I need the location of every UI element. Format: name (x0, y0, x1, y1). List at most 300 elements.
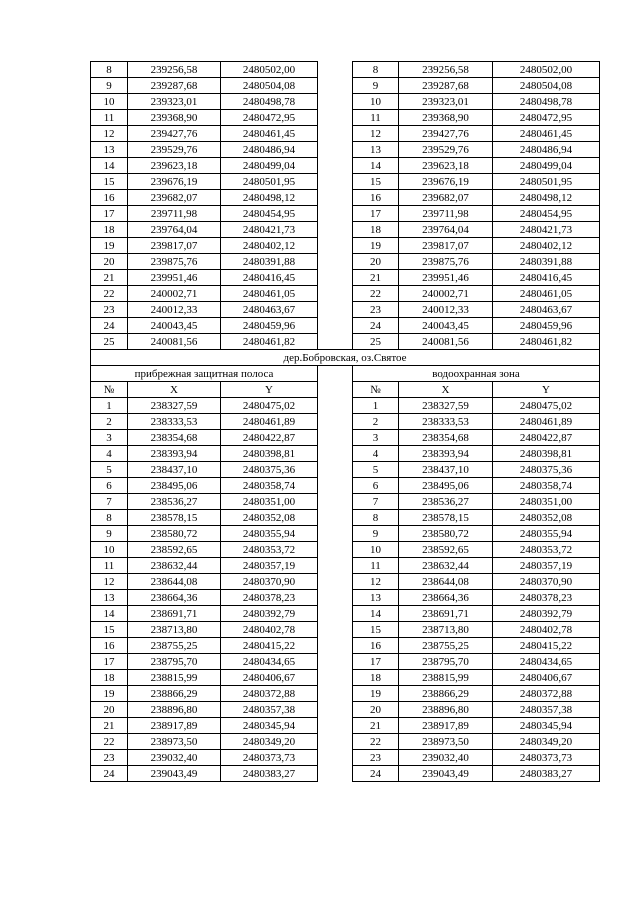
table-row (91, 94, 600, 110)
right-y-coordinate: 2480415,22 (493, 638, 600, 654)
column-header-row (91, 382, 600, 398)
left-point-number: 14 (91, 158, 128, 174)
right-x-coordinate: 238755,25 (399, 638, 493, 654)
right-x-coordinate: 238327,59 (399, 398, 493, 414)
right-y-coordinate: 2480372,88 (493, 686, 600, 702)
coordinates-table (90, 61, 600, 782)
right-y-coordinate: 2480486,94 (493, 142, 600, 158)
right-point-number: 21 (353, 718, 399, 734)
gap-cell (318, 78, 353, 94)
left-point-number: 15 (91, 622, 128, 638)
right-point-number: 20 (353, 702, 399, 718)
right-y-coordinate: 2480501,95 (493, 174, 600, 190)
right-x-coordinate: 239368,90 (399, 110, 493, 126)
table-row (91, 110, 600, 126)
right-y-coordinate: 2480475,02 (493, 398, 600, 414)
left-point-number: 22 (91, 734, 128, 750)
gap-cell (318, 494, 353, 510)
right-x-coordinate: 238580,72 (399, 526, 493, 542)
table-row (91, 174, 600, 190)
left-point-number: 20 (91, 254, 128, 270)
table-row (91, 222, 600, 238)
right-point-number: 20 (353, 254, 399, 270)
gap-cell (318, 558, 353, 574)
left-y-coordinate: 2480357,38 (221, 702, 318, 718)
left-y-coordinate: 2480383,27 (221, 766, 318, 782)
left-y-coordinate: 2480402,12 (221, 238, 318, 254)
right-x-coordinate: 239043,49 (399, 766, 493, 782)
left-y-coordinate: 2480373,73 (221, 750, 318, 766)
right-x-coordinate: 238578,15 (399, 510, 493, 526)
right-point-number: 16 (353, 638, 399, 654)
gap-cell (318, 510, 353, 526)
right-y-coordinate: 2480402,12 (493, 238, 600, 254)
gap-cell (318, 654, 353, 670)
table-row (91, 142, 600, 158)
section-title-row (91, 350, 600, 366)
coordinates-document (90, 61, 599, 782)
table-row (91, 158, 600, 174)
right-x-coordinate: 238866,29 (399, 686, 493, 702)
left-point-number: 10 (91, 94, 128, 110)
left-point-number: 22 (91, 286, 128, 302)
left-x-coordinate: 239817,07 (128, 238, 221, 254)
left-point-number: 11 (91, 558, 128, 574)
table-row (91, 238, 600, 254)
right-x-coordinate: 239529,76 (399, 142, 493, 158)
right-x-coordinate: 239682,07 (399, 190, 493, 206)
table-row (91, 766, 600, 782)
right-y-coordinate: 2480398,81 (493, 446, 600, 462)
table-row (91, 558, 600, 574)
left-point-number: 15 (91, 174, 128, 190)
right-y-coordinate: 2480461,82 (493, 334, 600, 350)
right-point-number: 22 (353, 286, 399, 302)
left-y-coordinate: 2480415,22 (221, 638, 318, 654)
table-row (91, 334, 600, 350)
right-y-coordinate: 2480378,23 (493, 590, 600, 606)
table-row (91, 622, 600, 638)
right-x-coordinate: 239256,58 (399, 62, 493, 78)
left-point-number: 13 (91, 142, 128, 158)
left-point-number: 19 (91, 238, 128, 254)
left-x-coordinate: 239256,58 (128, 62, 221, 78)
left-point-number: 17 (91, 206, 128, 222)
table-row (91, 606, 600, 622)
left-y-coordinate: 2480461,89 (221, 414, 318, 430)
right-point-number: 6 (353, 478, 399, 494)
right-x-coordinate: 239287,68 (399, 78, 493, 94)
left-point-number: 25 (91, 334, 128, 350)
left-point-number: 12 (91, 574, 128, 590)
block1-rows (91, 62, 600, 350)
table-row (91, 430, 600, 446)
left-x-coordinate: 238795,70 (128, 654, 221, 670)
gap-cell (318, 62, 353, 78)
right-point-number: 9 (353, 526, 399, 542)
right-point-number: 3 (353, 430, 399, 446)
left-point-number: 5 (91, 462, 128, 478)
right-point-number: 19 (353, 686, 399, 702)
right-num-header: № (353, 382, 399, 398)
gap-cell (318, 430, 353, 446)
left-point-number: 21 (91, 718, 128, 734)
left-x-coordinate: 239951,46 (128, 270, 221, 286)
table-row (91, 574, 600, 590)
gap-cell (318, 414, 353, 430)
right-y-coordinate: 2480461,89 (493, 414, 600, 430)
right-x-coordinate: 238437,10 (399, 462, 493, 478)
left-x-coordinate: 238644,08 (128, 574, 221, 590)
left-x-coordinate: 238592,65 (128, 542, 221, 558)
right-y-coordinate: 2480345,94 (493, 718, 600, 734)
right-x-coordinate: 239951,46 (399, 270, 493, 286)
right-point-number: 25 (353, 334, 399, 350)
right-zone-title: водоохранная зона (353, 366, 600, 382)
right-x-coordinate: 240081,56 (399, 334, 493, 350)
gap-cell (318, 398, 353, 414)
gap-cell (318, 158, 353, 174)
right-y-coordinate: 2480416,45 (493, 270, 600, 286)
left-y-coordinate: 2480402,78 (221, 622, 318, 638)
right-y-coordinate: 2480454,95 (493, 206, 600, 222)
gap-cell (318, 142, 353, 158)
left-x-coordinate: 238354,68 (128, 430, 221, 446)
gap-cell (318, 302, 353, 318)
right-point-number: 22 (353, 734, 399, 750)
left-point-number: 3 (91, 430, 128, 446)
table-row (91, 590, 600, 606)
right-y-coordinate: 2480373,73 (493, 750, 600, 766)
left-point-number: 8 (91, 510, 128, 526)
right-point-number: 4 (353, 446, 399, 462)
left-x-coordinate: 239323,01 (128, 94, 221, 110)
left-point-number: 4 (91, 446, 128, 462)
left-point-number: 24 (91, 766, 128, 782)
left-point-number: 16 (91, 190, 128, 206)
table-row (91, 734, 600, 750)
right-y-coordinate: 2480421,73 (493, 222, 600, 238)
right-y-coordinate: 2480402,78 (493, 622, 600, 638)
right-point-number: 18 (353, 670, 399, 686)
table-row (91, 190, 600, 206)
table-row (91, 398, 600, 414)
gap-cell (318, 206, 353, 222)
right-x-coordinate: 238713,80 (399, 622, 493, 638)
block2-rows (91, 398, 600, 782)
gap-cell (318, 270, 353, 286)
left-y-coordinate: 2480375,36 (221, 462, 318, 478)
right-x-coordinate: 239323,01 (399, 94, 493, 110)
right-point-number: 19 (353, 238, 399, 254)
right-y-coordinate: 2480502,00 (493, 62, 600, 78)
gap-cell (318, 366, 353, 382)
right-point-number: 8 (353, 510, 399, 526)
left-y-coordinate: 2480392,79 (221, 606, 318, 622)
left-x-coordinate: 238578,15 (128, 510, 221, 526)
left-zone-title: прибрежная защитная полоса (91, 366, 318, 382)
left-y-coordinate: 2480349,20 (221, 734, 318, 750)
table-row (91, 318, 600, 334)
gap-cell (318, 766, 353, 782)
table-row (91, 542, 600, 558)
left-point-number: 1 (91, 398, 128, 414)
left-x-coordinate: 238632,44 (128, 558, 221, 574)
right-y-coordinate: 2480353,72 (493, 542, 600, 558)
left-x-coordinate: 238495,06 (128, 478, 221, 494)
left-y-coordinate: 2480406,67 (221, 670, 318, 686)
gap-cell (318, 590, 353, 606)
right-x-coordinate: 239032,40 (399, 750, 493, 766)
right-x-coordinate: 238592,65 (399, 542, 493, 558)
left-x-header: X (128, 382, 221, 398)
left-y-coordinate: 2480352,08 (221, 510, 318, 526)
left-x-coordinate: 240002,71 (128, 286, 221, 302)
left-y-coordinate: 2480370,90 (221, 574, 318, 590)
left-x-coordinate: 238393,94 (128, 446, 221, 462)
right-point-number: 11 (353, 558, 399, 574)
left-point-number: 19 (91, 686, 128, 702)
right-point-number: 8 (353, 62, 399, 78)
right-y-coordinate: 2480422,87 (493, 430, 600, 446)
table-row (91, 510, 600, 526)
right-y-coordinate: 2480499,04 (493, 158, 600, 174)
right-y-coordinate: 2480406,67 (493, 670, 600, 686)
right-y-coordinate: 2480472,95 (493, 110, 600, 126)
gap-cell (318, 542, 353, 558)
left-x-coordinate: 238973,50 (128, 734, 221, 750)
gap-cell (318, 446, 353, 462)
right-point-number: 7 (353, 494, 399, 510)
left-x-coordinate: 238691,71 (128, 606, 221, 622)
gap-cell (318, 126, 353, 142)
left-x-coordinate: 239529,76 (128, 142, 221, 158)
left-y-coordinate: 2480461,82 (221, 334, 318, 350)
table-row (91, 526, 600, 542)
left-point-number: 16 (91, 638, 128, 654)
right-y-coordinate: 2480459,96 (493, 318, 600, 334)
table-row (91, 286, 600, 302)
right-x-coordinate: 239676,19 (399, 174, 493, 190)
left-y-coordinate: 2480499,04 (221, 158, 318, 174)
left-x-coordinate: 239875,76 (128, 254, 221, 270)
table-row (91, 670, 600, 686)
gap-cell (318, 670, 353, 686)
left-y-coordinate: 2480461,45 (221, 126, 318, 142)
right-point-number: 14 (353, 158, 399, 174)
left-y-coordinate: 2480472,95 (221, 110, 318, 126)
right-y-coordinate: 2480392,79 (493, 606, 600, 622)
table-row (91, 62, 600, 78)
left-x-coordinate: 239711,98 (128, 206, 221, 222)
gap-cell (318, 606, 353, 622)
right-point-number: 12 (353, 126, 399, 142)
table-row (91, 206, 600, 222)
table-row (91, 478, 600, 494)
left-point-number: 11 (91, 110, 128, 126)
gap-cell (318, 238, 353, 254)
left-point-number: 8 (91, 62, 128, 78)
zone-titles-row (91, 366, 600, 382)
left-y-coordinate: 2480501,95 (221, 174, 318, 190)
left-x-coordinate: 240043,45 (128, 318, 221, 334)
right-x-coordinate: 238973,50 (399, 734, 493, 750)
right-y-coordinate: 2480357,19 (493, 558, 600, 574)
right-x-coordinate: 238354,68 (399, 430, 493, 446)
right-point-number: 17 (353, 206, 399, 222)
right-point-number: 14 (353, 606, 399, 622)
left-point-number: 18 (91, 222, 128, 238)
left-x-coordinate: 240081,56 (128, 334, 221, 350)
right-point-number: 17 (353, 654, 399, 670)
right-x-coordinate: 240012,33 (399, 302, 493, 318)
left-point-number: 24 (91, 318, 128, 334)
left-x-coordinate: 238755,25 (128, 638, 221, 654)
left-x-coordinate: 238437,10 (128, 462, 221, 478)
right-point-number: 24 (353, 766, 399, 782)
right-point-number: 10 (353, 542, 399, 558)
right-point-number: 16 (353, 190, 399, 206)
gap-cell (318, 94, 353, 110)
left-x-coordinate: 238896,80 (128, 702, 221, 718)
right-x-coordinate: 239875,76 (399, 254, 493, 270)
right-point-number: 10 (353, 94, 399, 110)
gap-cell (318, 686, 353, 702)
gap-cell (318, 750, 353, 766)
gap-cell (318, 286, 353, 302)
left-y-coordinate: 2480486,94 (221, 142, 318, 158)
left-x-coordinate: 238327,59 (128, 398, 221, 414)
right-x-coordinate: 238815,99 (399, 670, 493, 686)
left-point-number: 12 (91, 126, 128, 142)
right-y-coordinate: 2480352,08 (493, 510, 600, 526)
left-point-number: 9 (91, 78, 128, 94)
left-point-number: 13 (91, 590, 128, 606)
right-y-coordinate: 2480349,20 (493, 734, 600, 750)
right-point-number: 23 (353, 302, 399, 318)
gap-cell (318, 254, 353, 270)
right-y-coordinate: 2480434,65 (493, 654, 600, 670)
left-x-coordinate: 239682,07 (128, 190, 221, 206)
gap-cell (318, 174, 353, 190)
left-y-coordinate: 2480416,45 (221, 270, 318, 286)
section-header (91, 350, 600, 398)
left-y-coordinate: 2480502,00 (221, 62, 318, 78)
left-y-coordinate: 2480398,81 (221, 446, 318, 462)
left-x-coordinate: 238664,36 (128, 590, 221, 606)
left-point-number: 7 (91, 494, 128, 510)
table-row (91, 254, 600, 270)
right-y-header: Y (493, 382, 600, 398)
right-x-coordinate: 238691,71 (399, 606, 493, 622)
left-y-coordinate: 2480475,02 (221, 398, 318, 414)
right-x-coordinate: 239764,04 (399, 222, 493, 238)
table-row (91, 270, 600, 286)
right-x-coordinate: 238333,53 (399, 414, 493, 430)
right-y-coordinate: 2480498,12 (493, 190, 600, 206)
left-y-coordinate: 2480358,74 (221, 478, 318, 494)
table-row (91, 414, 600, 430)
left-point-number: 9 (91, 526, 128, 542)
left-x-coordinate: 239764,04 (128, 222, 221, 238)
right-point-number: 13 (353, 590, 399, 606)
left-x-coordinate: 238866,29 (128, 686, 221, 702)
right-point-number: 15 (353, 174, 399, 190)
table-row (91, 78, 600, 94)
gap-cell (318, 110, 353, 126)
table-row (91, 462, 600, 478)
right-x-coordinate: 239817,07 (399, 238, 493, 254)
left-point-number: 2 (91, 414, 128, 430)
right-y-coordinate: 2480358,74 (493, 478, 600, 494)
right-y-coordinate: 2480383,27 (493, 766, 600, 782)
left-point-number: 23 (91, 302, 128, 318)
left-x-coordinate: 239043,49 (128, 766, 221, 782)
left-point-number: 18 (91, 670, 128, 686)
left-point-number: 21 (91, 270, 128, 286)
table-row (91, 126, 600, 142)
left-y-coordinate: 2480463,67 (221, 302, 318, 318)
left-x-coordinate: 239287,68 (128, 78, 221, 94)
left-y-coordinate: 2480434,65 (221, 654, 318, 670)
left-x-coordinate: 238333,53 (128, 414, 221, 430)
table-row (91, 718, 600, 734)
table-row (91, 302, 600, 318)
left-y-coordinate: 2480357,19 (221, 558, 318, 574)
section-title: дер.Бобровская, оз.Святое (91, 350, 600, 366)
right-point-number: 11 (353, 110, 399, 126)
left-y-coordinate: 2480351,00 (221, 494, 318, 510)
left-y-header: Y (221, 382, 318, 398)
right-y-coordinate: 2480461,45 (493, 126, 600, 142)
gap-cell (318, 574, 353, 590)
left-y-coordinate: 2480378,23 (221, 590, 318, 606)
right-point-number: 2 (353, 414, 399, 430)
left-y-coordinate: 2480498,12 (221, 190, 318, 206)
left-x-coordinate: 238580,72 (128, 526, 221, 542)
left-y-coordinate: 2480504,08 (221, 78, 318, 94)
right-x-coordinate: 239623,18 (399, 158, 493, 174)
left-point-number: 10 (91, 542, 128, 558)
table-row (91, 750, 600, 766)
left-x-coordinate: 238713,80 (128, 622, 221, 638)
gap-cell (318, 478, 353, 494)
left-y-coordinate: 2480421,73 (221, 222, 318, 238)
right-x-coordinate: 238495,06 (399, 478, 493, 494)
left-y-coordinate: 2480391,88 (221, 254, 318, 270)
right-point-number: 21 (353, 270, 399, 286)
left-x-coordinate: 238536,27 (128, 494, 221, 510)
right-y-coordinate: 2480461,05 (493, 286, 600, 302)
left-point-number: 20 (91, 702, 128, 718)
gap-cell (318, 622, 353, 638)
gap-cell (318, 462, 353, 478)
table-row (91, 654, 600, 670)
left-point-number: 14 (91, 606, 128, 622)
right-point-number: 9 (353, 78, 399, 94)
right-point-number: 15 (353, 622, 399, 638)
right-x-coordinate: 238632,44 (399, 558, 493, 574)
gap-cell (318, 222, 353, 238)
right-x-coordinate: 239427,76 (399, 126, 493, 142)
left-y-coordinate: 2480355,94 (221, 526, 318, 542)
gap-cell (318, 638, 353, 654)
gap-cell (318, 334, 353, 350)
right-point-number: 24 (353, 318, 399, 334)
left-x-coordinate: 239368,90 (128, 110, 221, 126)
right-x-coordinate: 238896,80 (399, 702, 493, 718)
left-y-coordinate: 2480345,94 (221, 718, 318, 734)
